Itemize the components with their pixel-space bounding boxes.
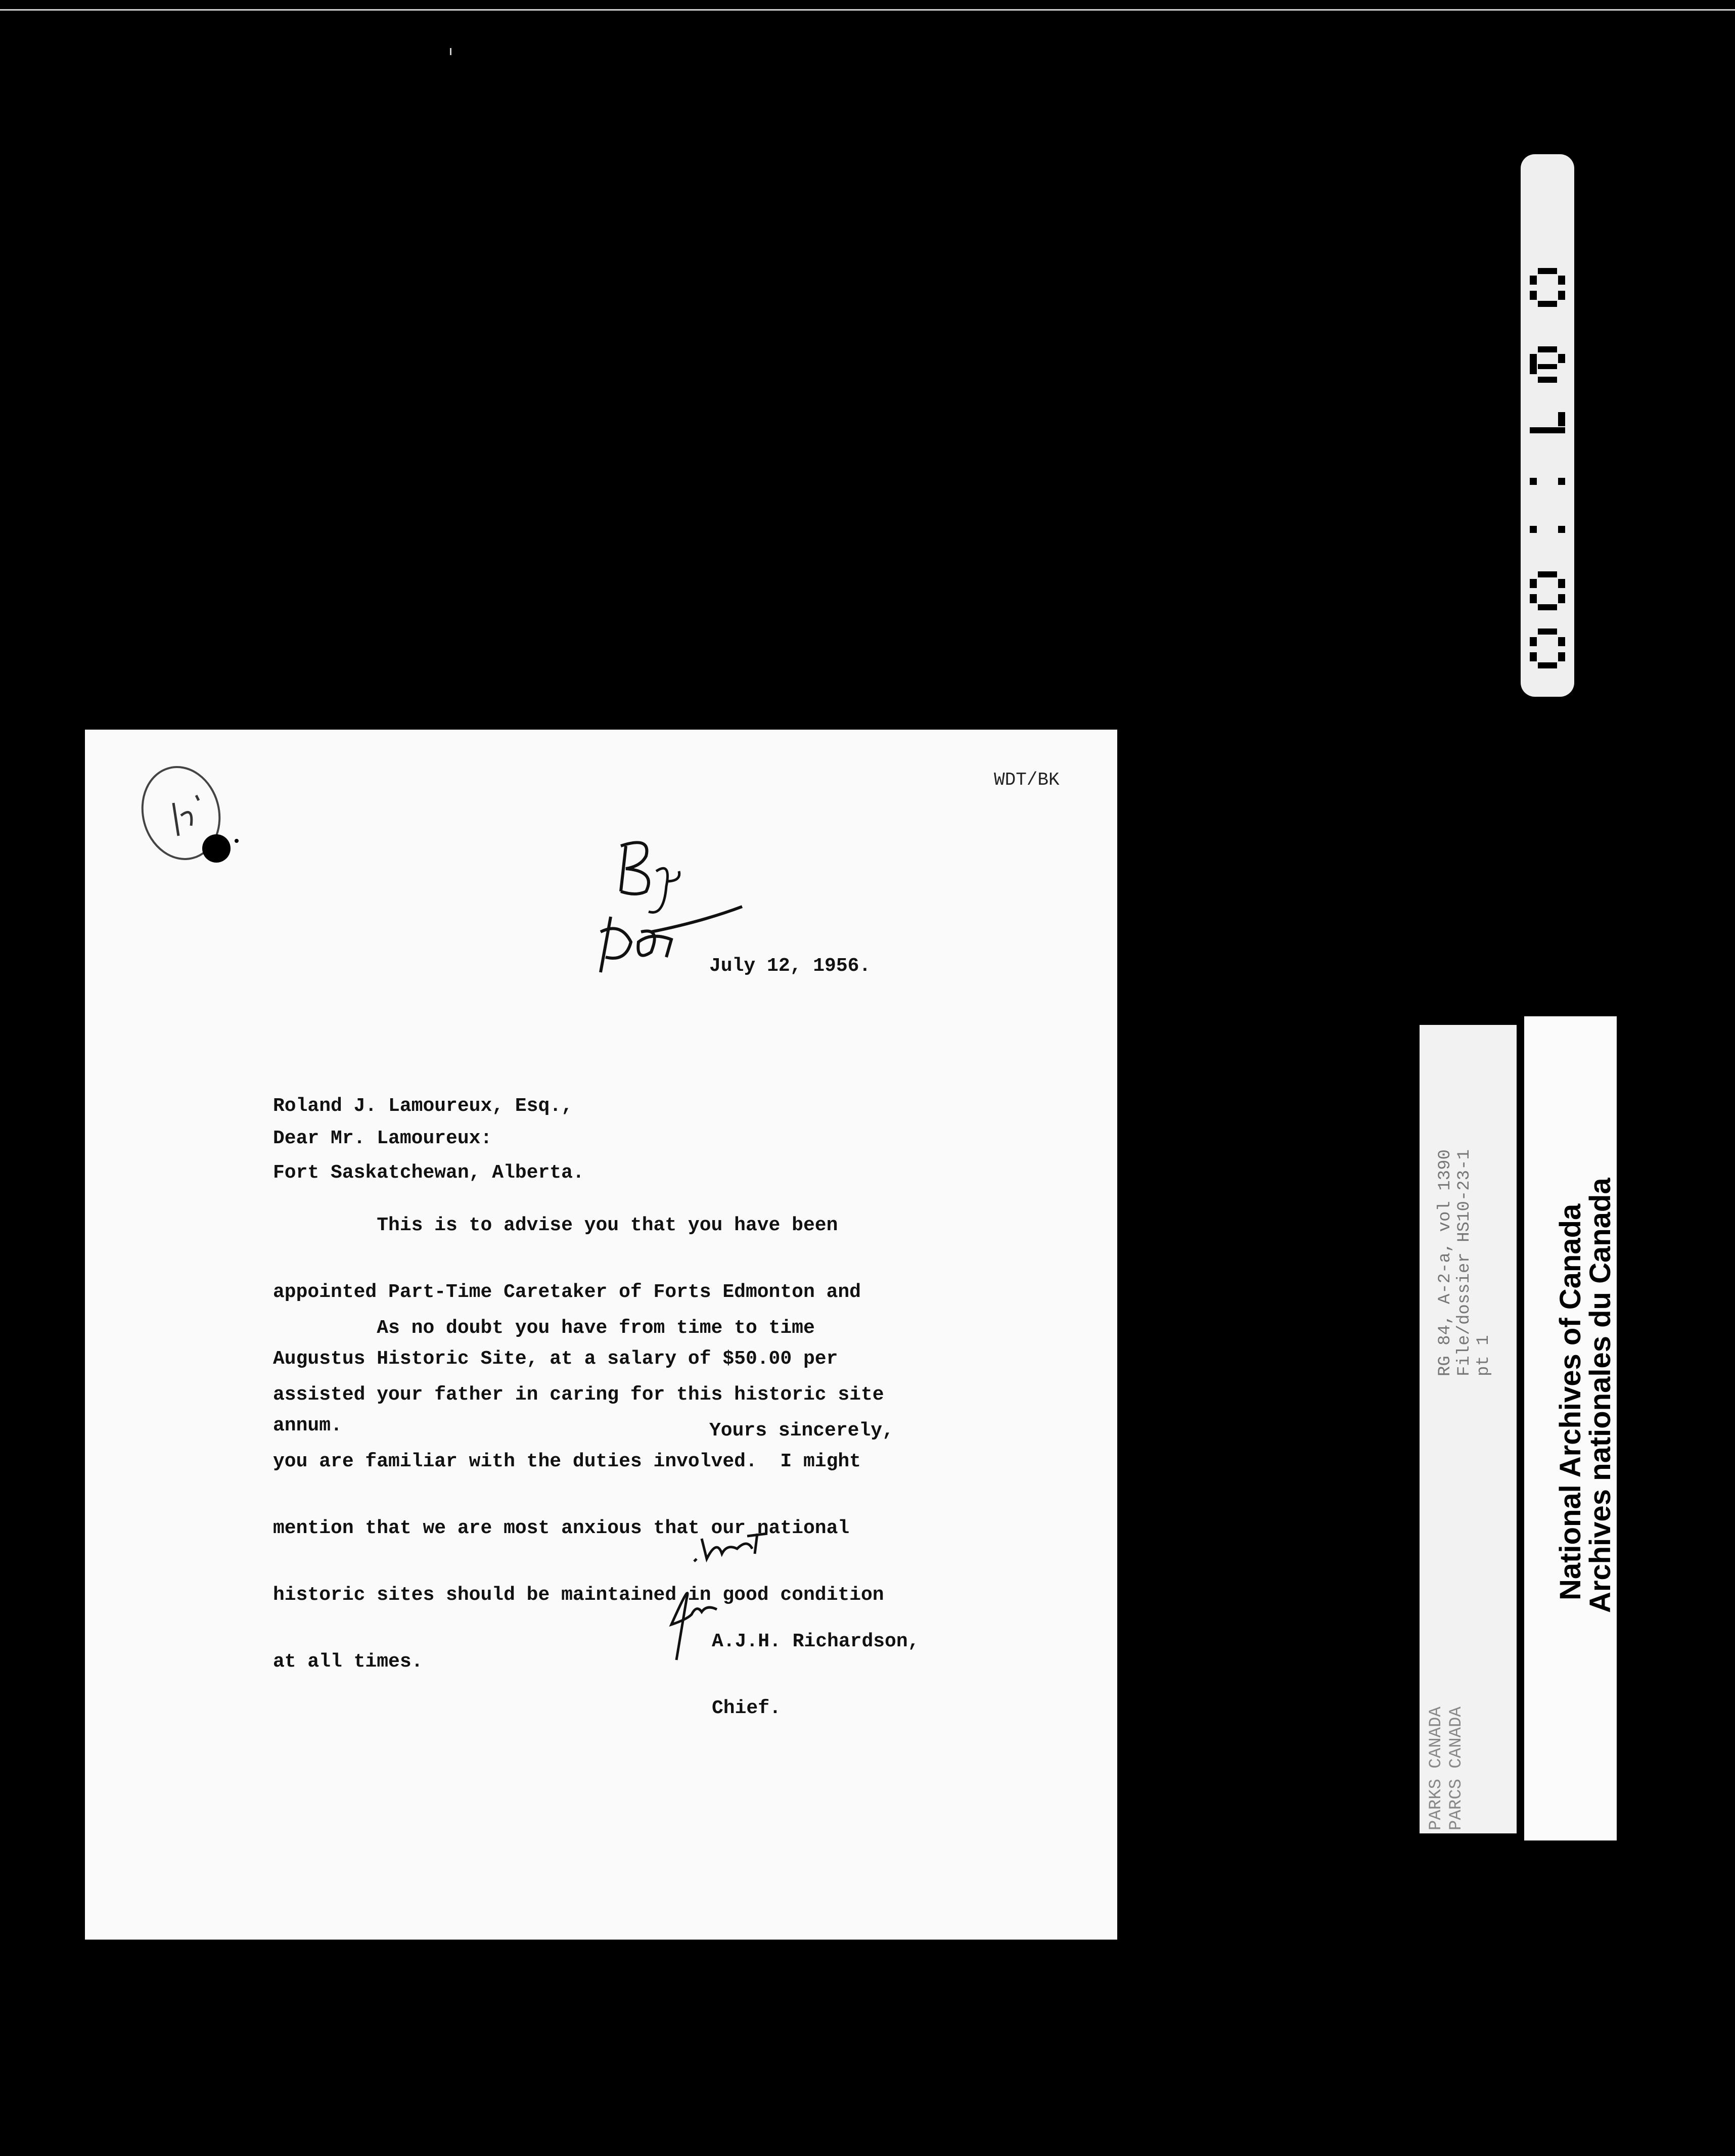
top-rule (0, 9, 1735, 11)
text-line: at all times. (273, 1651, 423, 1673)
frame-number-strip (1521, 154, 1574, 697)
parks-canada-en: PARKS CANADA (1427, 1706, 1446, 1830)
text-line: mention that we are most anxious that our national (273, 1517, 850, 1539)
parks-canada-fr: PARCS CANADA (1447, 1706, 1466, 1830)
text-line: assisted your father in caring for this historic site (273, 1384, 884, 1406)
text-line: This is to advise you that you have been (273, 1215, 838, 1236)
archives-name-english: National Archives of Canada (1554, 1203, 1587, 1600)
frame-number-digits (1521, 154, 1574, 697)
text-line: annum. (273, 1415, 342, 1436)
text-line: Augustus Historic Site, at a salary of $50.00 per (273, 1348, 838, 1370)
film-tick-mark (450, 48, 451, 55)
text-line: historic sites should be maintained in good condition (273, 1584, 884, 1606)
salutation: Dear Mr. Lamoureux: (273, 1128, 492, 1149)
signer-name: A.J.H. Richardson, (712, 1631, 920, 1652)
archive-reference-line: pt 1 (1474, 1335, 1493, 1376)
text-line: appointed Part-Time Caretaker of Forts Edmonton and (273, 1281, 861, 1303)
reference-initials: WDT/BK (994, 770, 1060, 790)
archives-name-french: Archives nationales du Canada (1584, 1178, 1617, 1613)
archive-reference-line: RG 84, A-2-a, vol 1390 (1436, 1149, 1455, 1376)
letter-date: July 12, 1956. (709, 955, 871, 977)
punch-hole-mark (196, 826, 242, 871)
text-line: As no doubt you have from time to time (273, 1317, 815, 1339)
closing: Yours sincerely, (709, 1420, 894, 1442)
address-line: Roland J. Lamoureux, Esq., (273, 1095, 573, 1117)
archive-reference-line: File/dossier HS10-23-1 (1455, 1149, 1474, 1376)
address-line: Fort Saskatchewan, Alberta. (273, 1162, 584, 1184)
signer-title: Chief. (712, 1697, 781, 1719)
text-line: you are familiar with the duties involved. I might (273, 1451, 861, 1472)
label-divider (1517, 1016, 1525, 1840)
signature-block (712, 1586, 919, 1764)
letter-page (85, 730, 1117, 1940)
